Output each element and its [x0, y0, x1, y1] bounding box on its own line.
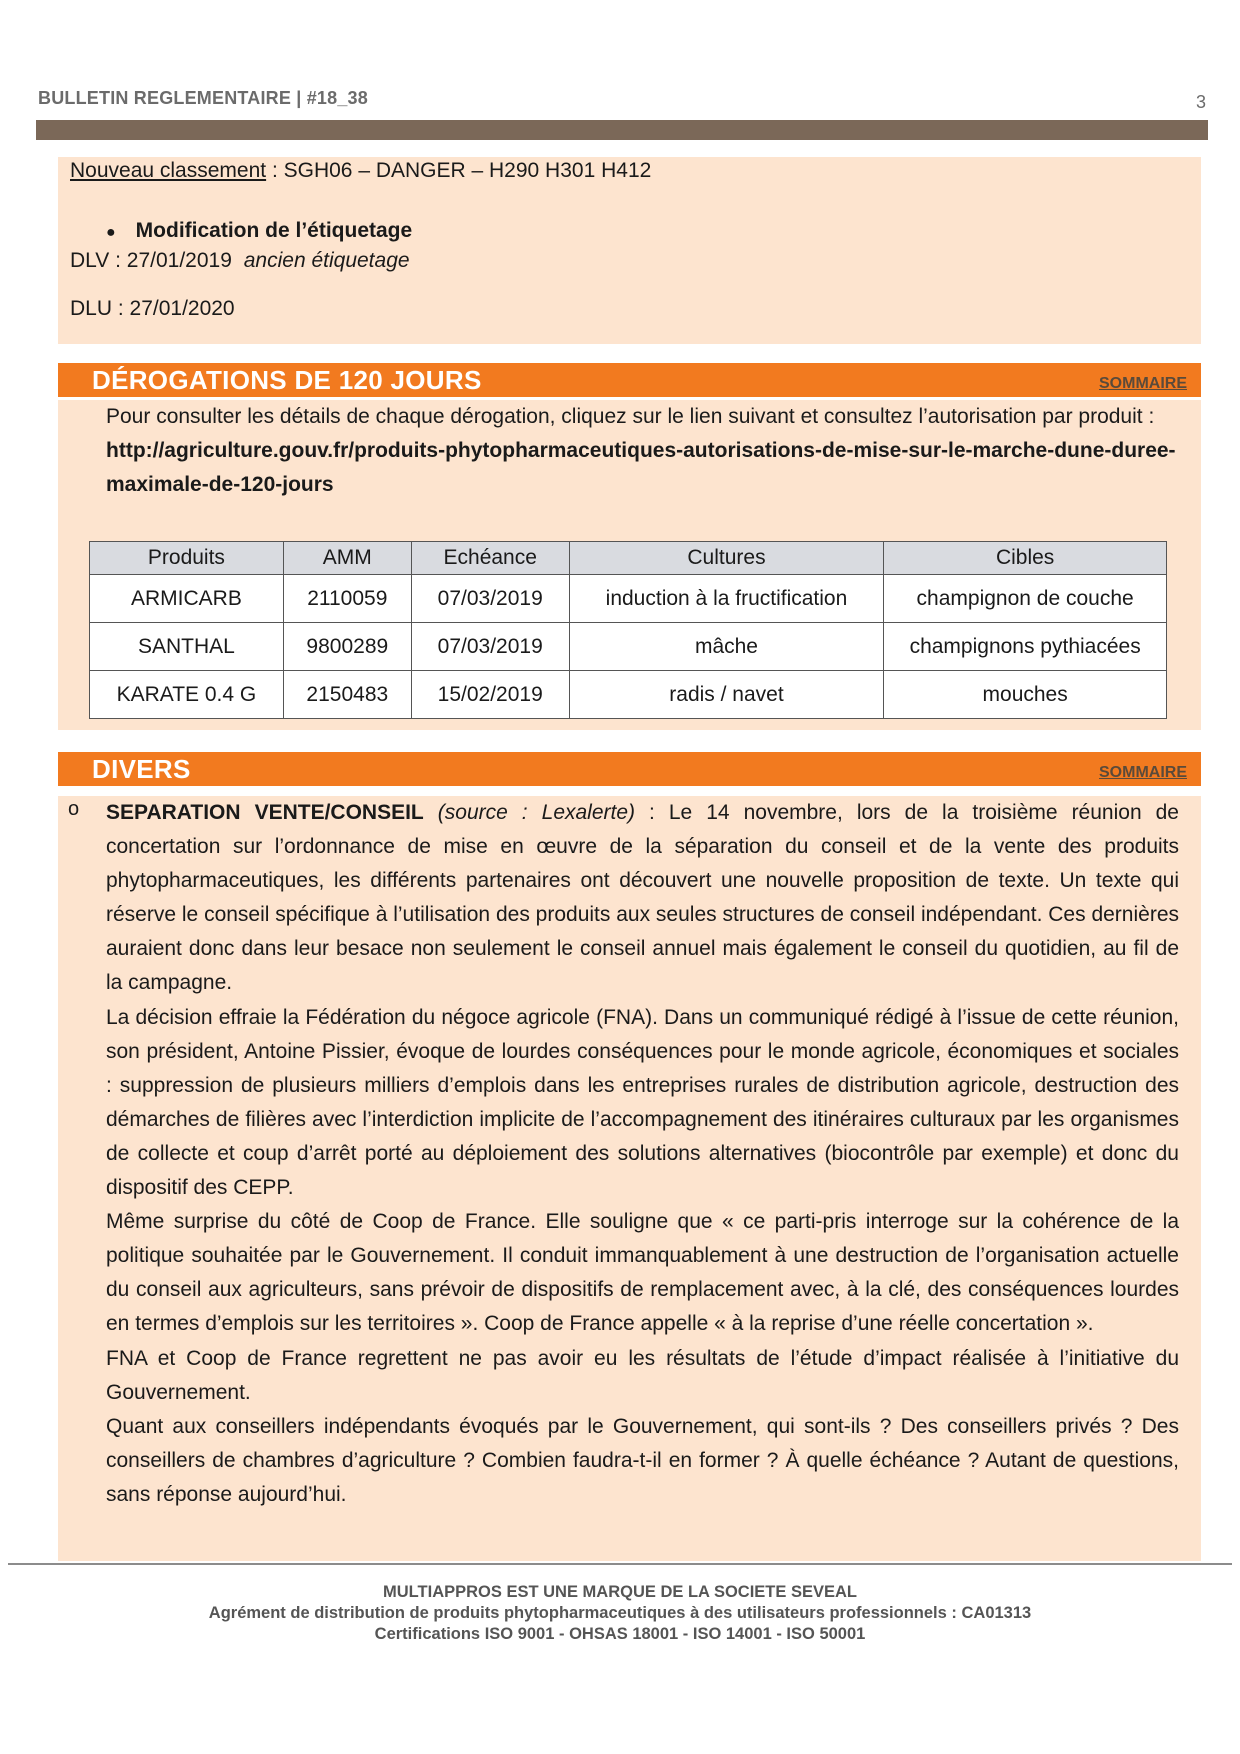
classement-label: Nouveau classement	[70, 159, 267, 182]
derogations-section-bar	[58, 363, 1201, 397]
article-paragraph-5: Quant aux conseillers indépendants évoqués par le Gouvernement, qui sont-ils ? Des conseillers privés ? Des conseillers de chambres d’agriculture ? Combien faudra-t-il en former ? À quelle échéance ? Autant de questions, sans réponse aujourd’hui.	[106, 1414, 1179, 1506]
footer-line-1: MULTIAPPROS EST UNE MARQUE DE LA SOCIETE SEVEAL	[383, 1583, 857, 1601]
dlv-label: DLV : 27/01/2019	[70, 249, 232, 272]
cell-amm: 9800289	[283, 623, 411, 671]
article-paragraph-1: : Le 14 novembre, lors de la troisième réunion de concertation sur l’ordonnance de mise en œuvre de la séparation du conseil et de la vente des produits phytopharmaceutiques, les différents partenaires ont découvert une nouvelle proposition de texte. Un texte qui réserve le conseil spécifique à l’utilisation des produits aux seules structures de conseil indépendant. Ces dernières auraient donc dans leur besace non seulement le conseil annuel mais également le conseil du quotidien, au fil de la campagne.	[106, 801, 1179, 995]
classement-line	[70, 159, 651, 183]
cell-produit: KARATE 0.4 G	[90, 671, 284, 719]
cell-culture: induction à la fructification	[569, 575, 884, 623]
cell-culture: radis / navet	[569, 671, 884, 719]
derogations-intro	[106, 400, 1176, 502]
derogations-link[interactable]: http://agriculture.gouv.fr/produits-phytopharmaceutiques-autorisations-de-mise-sur-le-marche-dune-duree-maximale-de-120-jours	[106, 439, 1176, 496]
article-paragraph-2: La décision effraie la Fédération du négoce agricole (FNA). Dans un communiqué rédigé à l’issue de cette réunion, son président, Antoine Pissier, évoque de lourdes conséquences pour le monde agricole, économiques et sociales : suppression de plusieurs milliers d’emplois dans les entreprises rurales de distribution agricole, destruction des démarches de filières avec l’interdiction implicite de l’accompagnement des itinéraires culturaux par les organismes de collecte et coup d’arrêt porté au déploiement des solutions alternatives (biocontrôle par exemple) et donc du dispositif des CEPP.	[106, 1005, 1179, 1200]
dlv-note: ancien étiquetage	[243, 249, 410, 272]
bullet-heading-line	[106, 219, 412, 243]
derogations-table	[89, 541, 1167, 719]
table-header-row	[90, 542, 1167, 575]
header-cultures: Cultures	[569, 542, 884, 575]
circle-bullet-icon: o	[68, 798, 80, 820]
footer-line-3: Certifications ISO 9001 - OHSAS 18001 - ISO 14001 - ISO 50001	[374, 1625, 866, 1643]
article-lead: SEPARATION VENTE/CONSEIL	[106, 801, 424, 824]
bulletin-header-title: BULLETIN REGLEMENTAIRE | #18_38	[38, 88, 368, 108]
dlv-line	[70, 249, 410, 273]
cell-cible: champignons pythiacées	[884, 623, 1167, 671]
derogations-title: DÉROGATIONS DE 120 JOURS	[92, 365, 482, 395]
cell-echeance: 07/03/2019	[411, 623, 569, 671]
classification-box	[58, 157, 1201, 344]
article-paragraph-3: Même surprise du côté de Coop de France. Elle souligne que « ce parti-pris interroge sur la cohérence de la politique souhaitée par le Gouvernement. Il conduit immanquablement à une destruction de l’organisation actuelle du conseil aux agriculteurs, sans prévoir de dispositifs de remplacement avec, à la clé, des conséquences lourdes en termes d’emplois sur les territoires ». Coop de France appelle « à la reprise d’une réelle concertation ».	[106, 1210, 1179, 1336]
bullet-dot-icon: ●	[106, 224, 116, 241]
derogations-sommaire-link[interactable]: SOMMAIRE	[1099, 375, 1187, 392]
cell-amm: 2150483	[283, 671, 411, 719]
cell-produit: SANTHAL	[90, 623, 284, 671]
footer-rule	[8, 1563, 1232, 1565]
header-bar	[36, 120, 1208, 140]
page-number: 3	[1196, 92, 1207, 112]
divers-title: DIVERS	[92, 754, 191, 784]
cell-produit: ARMICARB	[90, 575, 284, 623]
table-row	[90, 671, 1167, 719]
cell-amm: 2110059	[283, 575, 411, 623]
header-cibles: Cibles	[884, 542, 1167, 575]
header-echeance: Echéance	[411, 542, 569, 575]
footer-line-2: Agrément de distribution de produits phytopharmaceutiques à des utilisateurs professionnels : CA01313	[208, 1604, 1032, 1622]
cell-cible: champignon de couche	[884, 575, 1167, 623]
divers-sommaire-link[interactable]: SOMMAIRE	[1099, 764, 1187, 781]
article-paragraph-4: FNA et Coop de France regrettent ne pas avoir eu les résultats de l’étude d’impact réalisée à l’initiative du Gouvernement.	[106, 1346, 1179, 1404]
derogations-intro-text: Pour consulter les détails de chaque dérogation, cliquez sur le lien suivant et consultez l’autorisation par produit :	[106, 405, 1155, 428]
cell-cible: mouches	[884, 671, 1167, 719]
divers-article	[106, 796, 1179, 1512]
dlu-line: DLU : 27/01/2020	[70, 297, 235, 320]
divers-section-bar	[58, 752, 1201, 786]
cell-echeance: 15/02/2019	[411, 671, 569, 719]
cell-culture: mâche	[569, 623, 884, 671]
table-row	[90, 623, 1167, 671]
divers-body	[58, 796, 1201, 1561]
header-produits: Produits	[90, 542, 284, 575]
header-amm: AMM	[283, 542, 411, 575]
cell-echeance: 07/03/2019	[411, 575, 569, 623]
bullet-heading: Modification de l’étiquetage	[135, 219, 413, 242]
article-source: (source : Lexalerte)	[437, 801, 636, 824]
classement-value: : SGH06 – DANGER – H290 H301 H412	[266, 159, 652, 182]
table-row	[90, 575, 1167, 623]
